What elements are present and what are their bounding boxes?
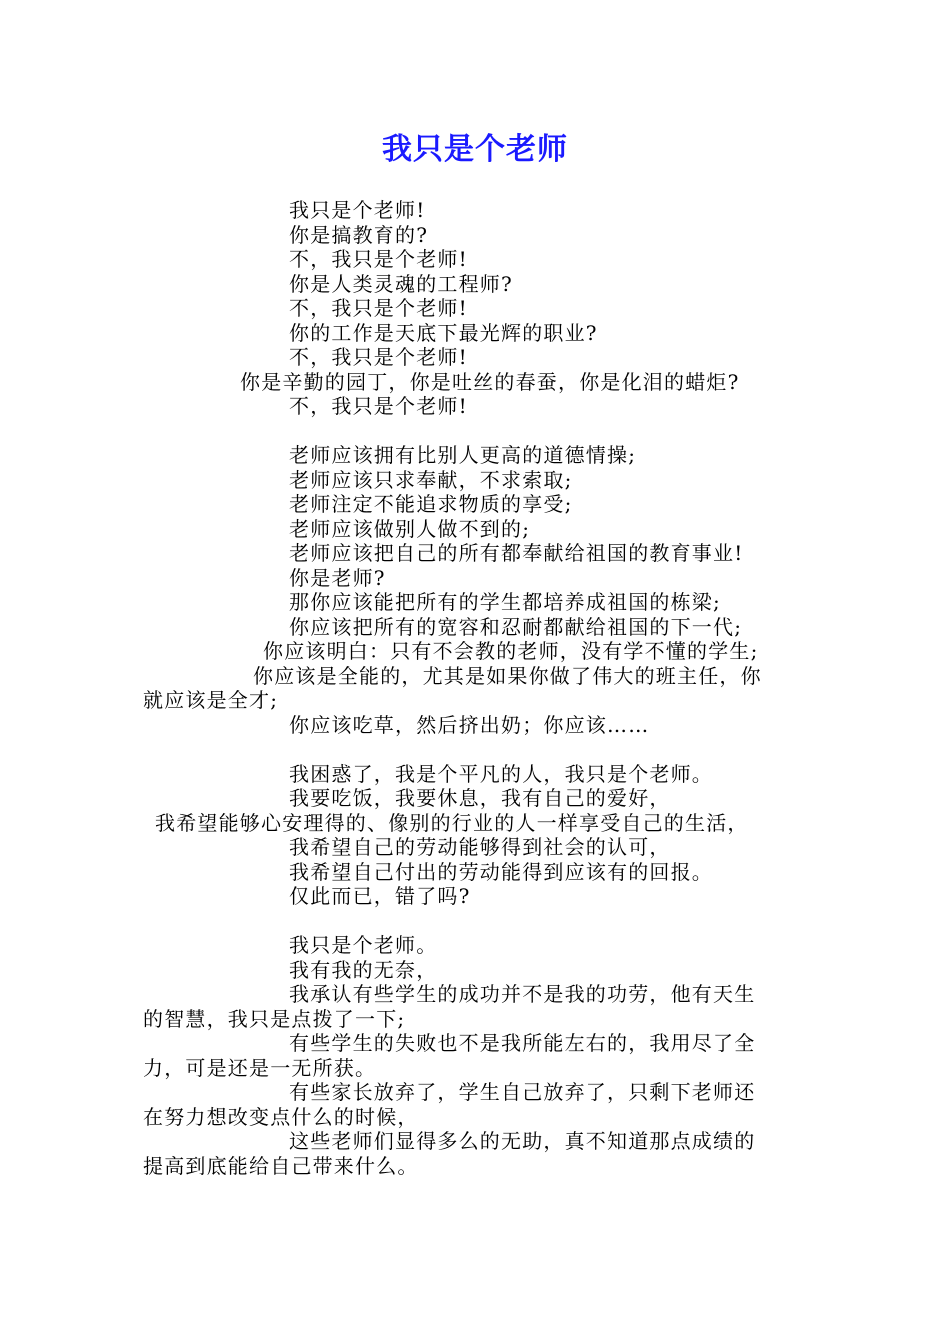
stanza-gap	[143, 419, 808, 444]
poem-line: 你应该明白：只有不会教的老师，没有学不懂的学生;	[263, 639, 759, 663]
poem-line: 你的工作是天底下最光辉的职业?	[289, 320, 598, 345]
poem-body	[143, 198, 808, 1178]
poem-line: 你是老师?	[289, 565, 386, 590]
stanza-gap	[143, 909, 808, 934]
poem-line: 不，我只是个老师!	[289, 394, 468, 418]
poem-line: 在努力想改变点什么的时候，	[143, 1104, 419, 1129]
poem-line: 这些老师们显得多么的无助，真不知道那点成绩的	[289, 1129, 756, 1153]
poem-line: 不，我只是个老师!	[289, 296, 468, 320]
poem-line: 我有我的无奈，	[289, 957, 438, 982]
poem-line: 有些家长放弃了，学生自己放弃了，只剩下老师还	[289, 1080, 756, 1104]
poem-line: 我承认有些学生的成功并不是我的功劳，他有天生	[289, 982, 756, 1006]
poem-line: 我只是个老师!	[289, 198, 426, 222]
poem-line: 我只是个老师。	[289, 933, 438, 957]
poem-line: 我希望能够心安理得的、像别的行业的人一样享受自己的生活，	[155, 810, 749, 835]
poem-line: 不，我只是个老师!	[289, 345, 468, 369]
poem-line: 你是辛勤的园丁，你是吐丝的春蚕，你是化泪的蜡炬?	[240, 369, 740, 394]
poem-line: 老师应该做别人做不到的;	[289, 516, 531, 541]
poem-line: 老师应该拥有比别人更高的道德情操;	[289, 443, 637, 467]
poem-line: 力，可是还是一无所获。	[143, 1055, 377, 1080]
poem-line: 你应该把所有的宽容和忍耐都献给祖国的下一代;	[289, 614, 743, 639]
poem-line: 你应该吃草，然后挤出奶；你应该……	[289, 712, 650, 737]
poem-line: 就应该是全才;	[143, 688, 279, 712]
poem-line: 那你应该能把所有的学生都培养成祖国的栋梁;	[289, 590, 721, 614]
poem-line: 你应该是全能的，尤其是如果你做了伟大的班主任，你	[253, 663, 762, 688]
poem-line: 我困惑了，我是个平凡的人，我只是个老师。	[289, 761, 713, 786]
poem-line: 有些学生的失败也不是我所能左右的，我用尽了全	[289, 1031, 756, 1055]
poem-line: 仅此而已，错了吗?	[289, 884, 471, 908]
poem-line: 我要吃饭，我要休息，我有自己的爱好，	[289, 786, 671, 810]
poem-line: 提高到底能给自己带来什么。	[143, 1153, 419, 1178]
poem-line: 你是人类灵魂的工程师?	[289, 271, 513, 296]
poem-line: 的智慧，我只是点拨了一下;	[143, 1006, 406, 1031]
poem-line: 老师注定不能追求物质的享受;	[289, 492, 573, 516]
poem-line: 老师应该把自己的所有都奉献给祖国的教育事业!	[289, 541, 744, 565]
poem-line: 我希望自己付出的劳动能得到应该有的回报。	[289, 859, 713, 884]
stanza-gap	[143, 737, 808, 762]
document-title: 我只是个老师	[382, 132, 568, 167]
poem-line: 我希望自己的劳动能够得到社会的认可，	[289, 835, 671, 859]
poem-line: 不，我只是个老师!	[289, 247, 468, 271]
poem-line: 你是搞教育的?	[289, 222, 429, 247]
poem-line: 老师应该只求奉献，不求索取;	[289, 467, 573, 492]
